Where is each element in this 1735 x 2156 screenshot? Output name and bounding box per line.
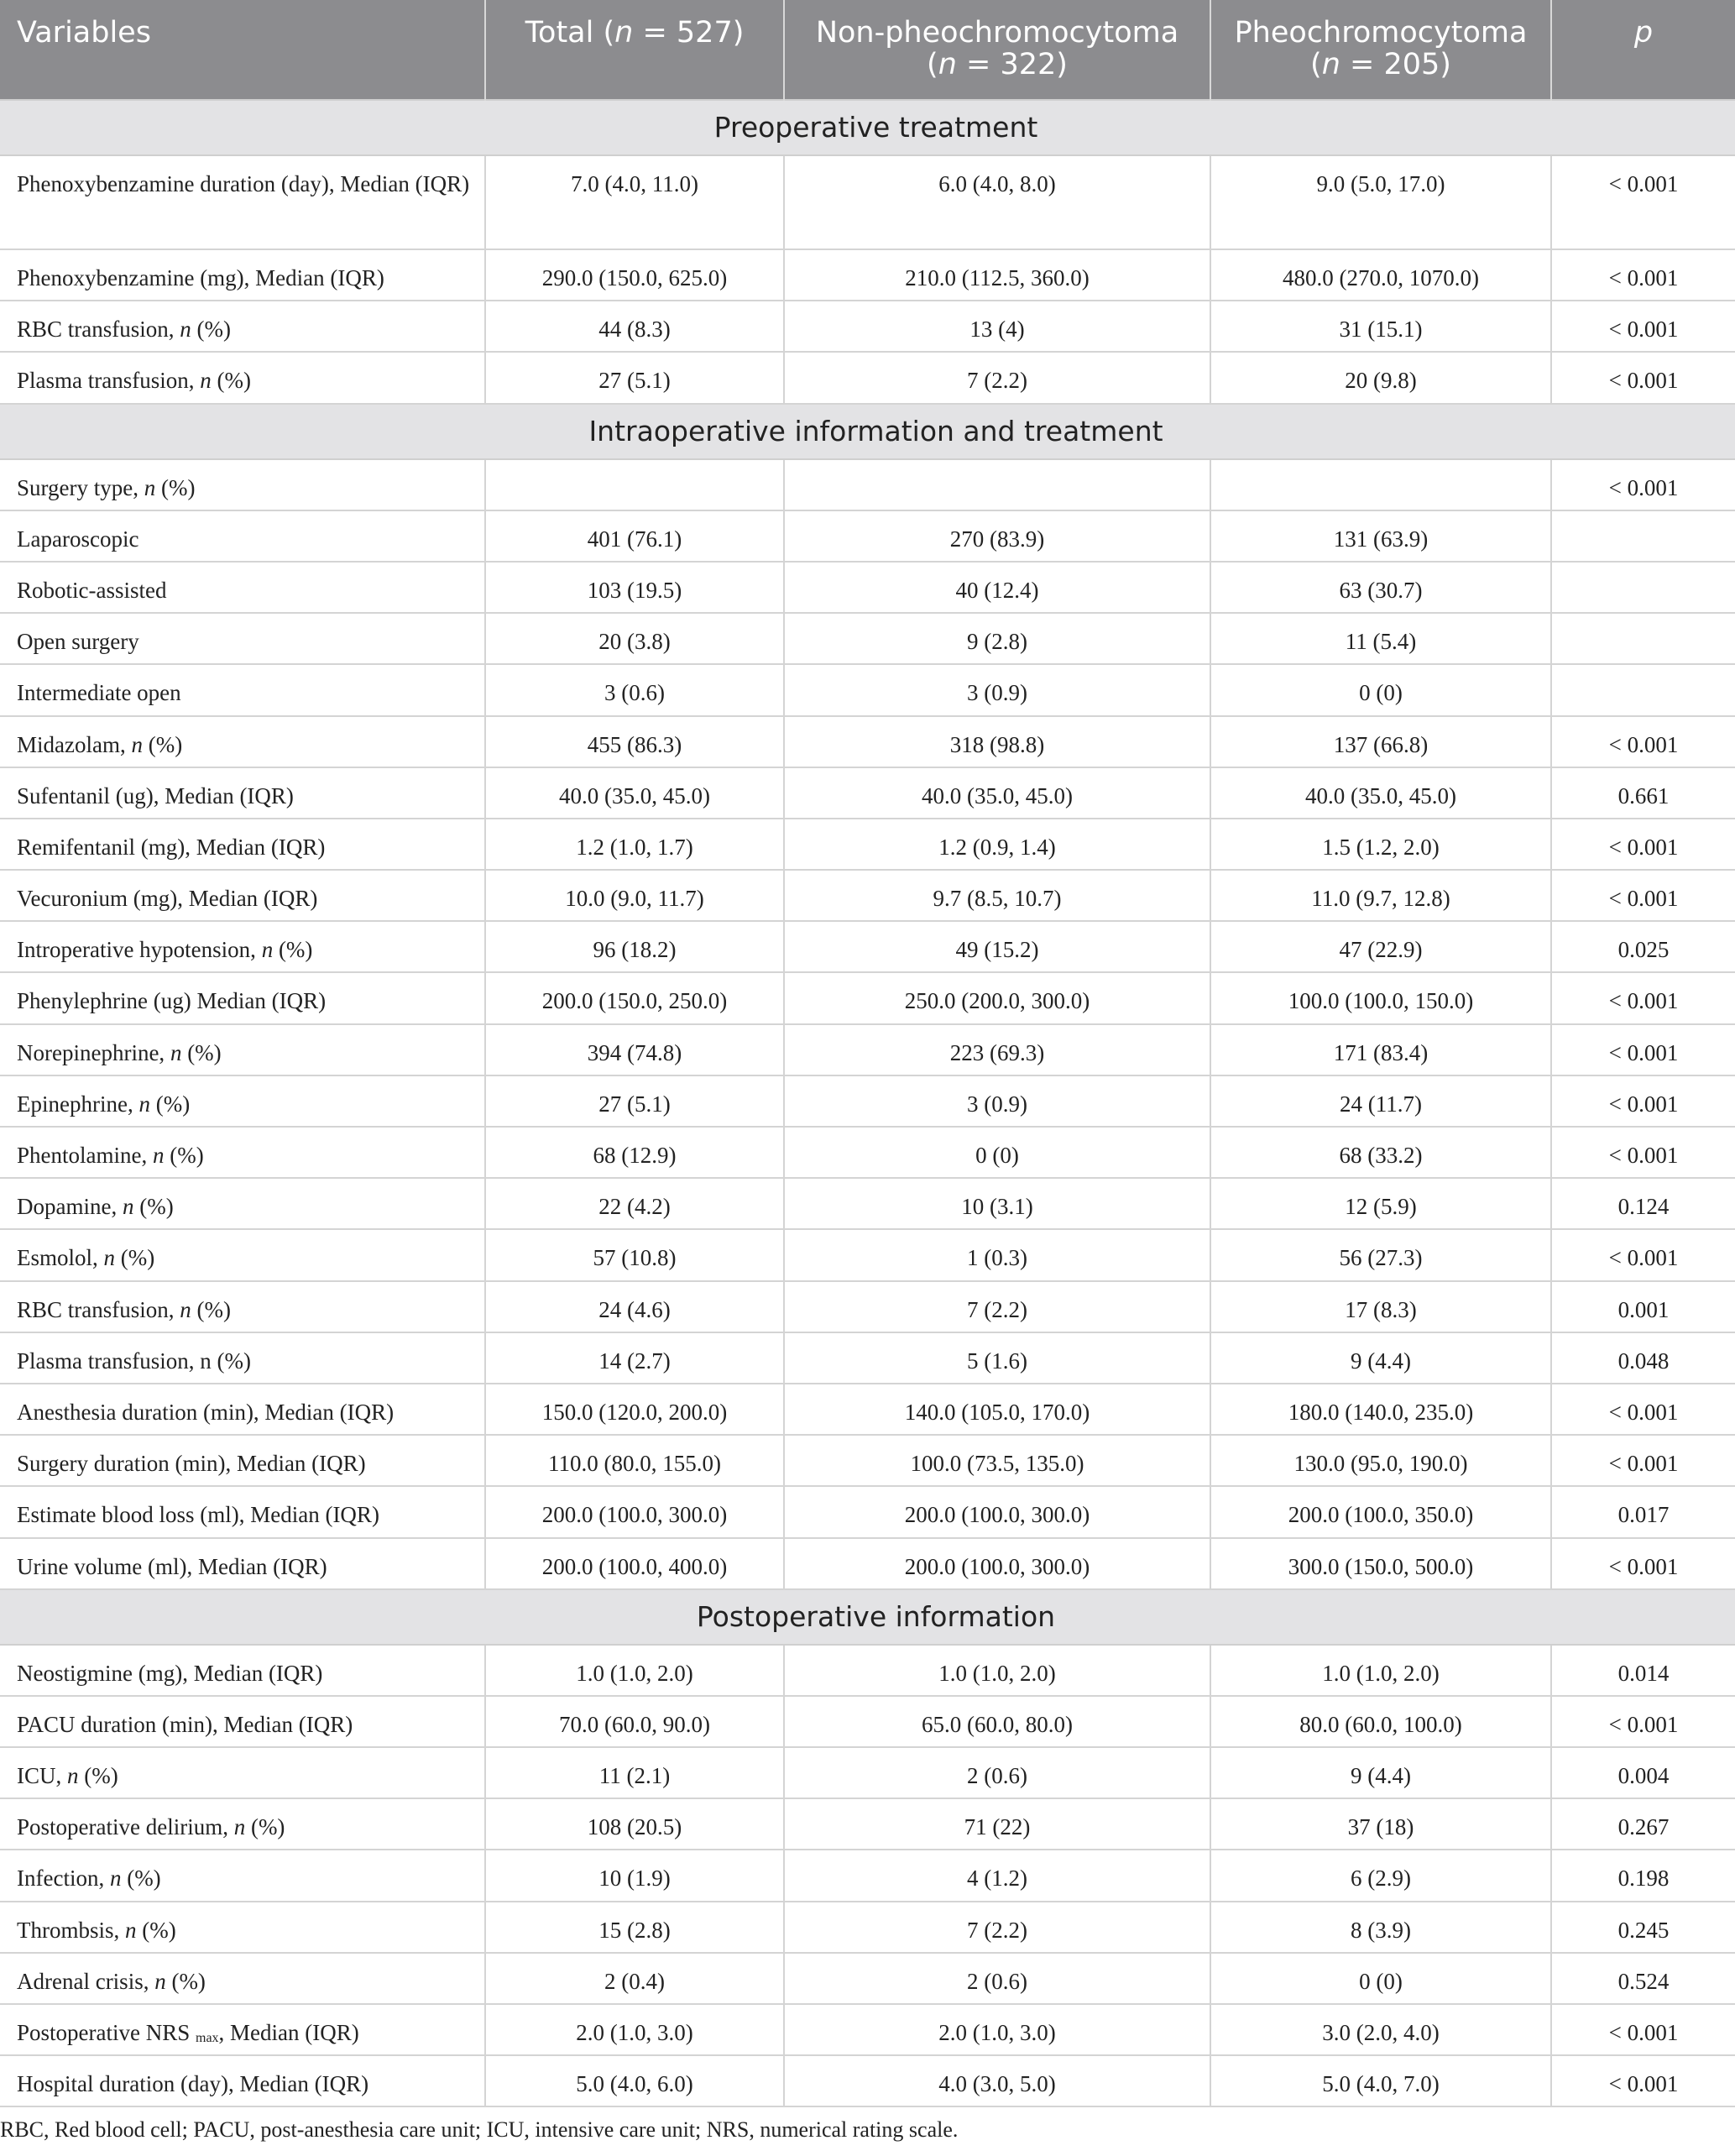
cell-pheochromocytoma: 40.0 (35.0, 45.0) bbox=[1210, 767, 1551, 819]
cell-total: 14 (2.7) bbox=[485, 1332, 784, 1384]
section-title: Intraoperative information and treatment bbox=[0, 404, 1735, 459]
table-row bbox=[0, 1953, 1735, 2004]
row-label-italic: n bbox=[261, 937, 274, 963]
row-label-text: Surgery type, bbox=[17, 474, 144, 500]
row-label: Open surgery bbox=[0, 613, 485, 664]
cell-total: 394 (74.8) bbox=[485, 1024, 784, 1075]
section-title: Postoperative information bbox=[0, 1589, 1735, 1645]
row-label-text: , Median (IQR) bbox=[218, 2020, 359, 2045]
row-label-text: (%) bbox=[136, 1917, 176, 1943]
cell-total: 68 (12.9) bbox=[485, 1127, 784, 1178]
row-label: Sufentanil (ug), Median (IQR) bbox=[0, 767, 485, 819]
cell-pheochromocytoma: 5.0 (4.0, 7.0) bbox=[1210, 2055, 1551, 2106]
row-label-italic: n bbox=[152, 1143, 165, 1168]
header-variables: Variables bbox=[0, 0, 485, 100]
row-label bbox=[0, 459, 485, 510]
cell-non-pheochromocytoma: 200.0 (100.0, 300.0) bbox=[784, 1486, 1210, 1537]
table-row bbox=[0, 1435, 1735, 1486]
row-label bbox=[0, 1850, 485, 1901]
row-label: Remifentanil (mg), Median (IQR) bbox=[0, 819, 485, 870]
table-row bbox=[0, 1850, 1735, 1901]
section-header-row bbox=[0, 1589, 1735, 1645]
table-row bbox=[0, 1486, 1735, 1537]
row-label-italic: n bbox=[125, 1917, 137, 1943]
cell-pheochromocytoma: 63 (30.7) bbox=[1210, 562, 1551, 613]
row-label-italic: n bbox=[154, 1968, 166, 1994]
row-label-text: Phentolamine, bbox=[17, 1143, 153, 1168]
row-label-italic: n bbox=[131, 731, 143, 757]
table-row bbox=[0, 664, 1735, 715]
cell-non-pheochromocytoma: 40 (12.4) bbox=[784, 562, 1210, 613]
cell-p-value: < 0.001 bbox=[1551, 1538, 1735, 1589]
cell-pheochromocytoma: 1.5 (1.2, 2.0) bbox=[1210, 819, 1551, 870]
table-row bbox=[0, 921, 1735, 972]
row-label-text: (%) bbox=[133, 1194, 174, 1220]
row-label-text: RBC transfusion, bbox=[17, 1296, 180, 1322]
cell-pheochromocytoma: 180.0 (140.0, 235.0) bbox=[1210, 1384, 1551, 1435]
row-label: Neostigmine (mg), Median (IQR) bbox=[0, 1645, 485, 1696]
row-label bbox=[0, 1178, 485, 1229]
table-row bbox=[0, 1229, 1735, 1280]
row-label-italic: n bbox=[180, 1296, 191, 1322]
row-label: Robotic-assisted bbox=[0, 562, 485, 613]
row-label-text: Postoperative NRS bbox=[17, 2020, 196, 2045]
row-label-italic: n bbox=[233, 1814, 246, 1840]
table-row bbox=[0, 1127, 1735, 1178]
row-label-italic: n bbox=[180, 317, 191, 343]
table-row bbox=[0, 1332, 1735, 1384]
cell-pheochromocytoma: 47 (22.9) bbox=[1210, 921, 1551, 972]
header-total: Total (n = 527) bbox=[485, 0, 784, 100]
row-label: Anesthesia duration (min), Median (IQR) bbox=[0, 1384, 485, 1435]
cell-non-pheochromocytoma: 5 (1.6) bbox=[784, 1332, 1210, 1384]
cell-pheochromocytoma: 56 (27.3) bbox=[1210, 1229, 1551, 1280]
row-label-text: (%) bbox=[165, 1968, 206, 1994]
table-row bbox=[0, 1798, 1735, 1850]
cell-p-value: < 0.001 bbox=[1551, 819, 1735, 870]
cell-non-pheochromocytoma: 200.0 (100.0, 300.0) bbox=[784, 1538, 1210, 1589]
cell-pheochromocytoma: 12 (5.9) bbox=[1210, 1178, 1551, 1229]
cell-non-pheochromocytoma: 2 (0.6) bbox=[784, 1953, 1210, 2004]
row-label: Intermediate open bbox=[0, 664, 485, 715]
header-pheochromocytoma: Pheochromocytoma (n = 205) bbox=[1210, 0, 1551, 100]
table-row bbox=[0, 301, 1735, 352]
row-label bbox=[0, 352, 485, 403]
row-label: Plasma transfusion, n (%) bbox=[0, 1332, 485, 1384]
table-row bbox=[0, 249, 1735, 301]
row-label-text: Midazolam, bbox=[17, 731, 132, 757]
cell-non-pheochromocytoma: 4 (1.2) bbox=[784, 1850, 1210, 1901]
cell-total: 108 (20.5) bbox=[485, 1798, 784, 1850]
row-label-italic: n bbox=[67, 1763, 79, 1789]
table-row bbox=[0, 819, 1735, 870]
cell-pheochromocytoma: 37 (18) bbox=[1210, 1798, 1551, 1850]
row-label: Phenoxybenzamine (mg), Median (IQR) bbox=[0, 249, 485, 301]
cell-pheochromocytoma: 9 (4.4) bbox=[1210, 1747, 1551, 1798]
cell-total: 1.2 (1.0, 1.7) bbox=[485, 819, 784, 870]
cell-non-pheochromocytoma: 1.2 (0.9, 1.4) bbox=[784, 819, 1210, 870]
row-label-italic: n bbox=[122, 1194, 134, 1220]
cell-pheochromocytoma: 0 (0) bbox=[1210, 1953, 1551, 2004]
row-label-text: (%) bbox=[164, 1143, 204, 1168]
table-row bbox=[0, 767, 1735, 819]
row-label: Surgery duration (min), Median (IQR) bbox=[0, 1435, 485, 1486]
cell-pheochromocytoma: 20 (9.8) bbox=[1210, 352, 1551, 403]
cell-non-pheochromocytoma: 2.0 (1.0, 3.0) bbox=[784, 2004, 1210, 2055]
cell-total: 96 (18.2) bbox=[485, 921, 784, 972]
row-label bbox=[0, 1281, 485, 1332]
cell-total: 2.0 (1.0, 3.0) bbox=[485, 2004, 784, 2055]
cell-non-pheochromocytoma: 7 (2.2) bbox=[784, 1281, 1210, 1332]
table-row bbox=[0, 1747, 1735, 1798]
table-row bbox=[0, 1696, 1735, 1747]
cell-non-pheochromocytoma: 0 (0) bbox=[784, 1127, 1210, 1178]
row-label-text: (%) bbox=[142, 731, 183, 757]
cell-non-pheochromocytoma: 1 (0.3) bbox=[784, 1229, 1210, 1280]
cell-non-pheochromocytoma: 1.0 (1.0, 2.0) bbox=[784, 1645, 1210, 1696]
cell-total: 57 (10.8) bbox=[485, 1229, 784, 1280]
cell-pheochromocytoma: 80.0 (60.0, 100.0) bbox=[1210, 1696, 1551, 1747]
row-label bbox=[0, 1798, 485, 1850]
cell-total: 22 (4.2) bbox=[485, 1178, 784, 1229]
cell-p-value bbox=[1551, 562, 1735, 613]
row-label-italic: n bbox=[103, 1245, 116, 1271]
row-label-text: (%) bbox=[245, 1814, 285, 1840]
table-row bbox=[0, 155, 1735, 249]
table-row bbox=[0, 1538, 1735, 1589]
row-label-text: Infection, bbox=[17, 1866, 110, 1892]
cell-p-value bbox=[1551, 613, 1735, 664]
cell-pheochromocytoma: 137 (66.8) bbox=[1210, 716, 1551, 767]
cell-total: 40.0 (35.0, 45.0) bbox=[485, 767, 784, 819]
cell-pheochromocytoma: 31 (15.1) bbox=[1210, 301, 1551, 352]
cell-p-value: < 0.001 bbox=[1551, 352, 1735, 403]
table-row bbox=[0, 716, 1735, 767]
table-header-row bbox=[0, 0, 1735, 100]
row-label-italic: n bbox=[144, 474, 156, 500]
cell-p-value: < 0.001 bbox=[1551, 1435, 1735, 1486]
cell-pheochromocytoma: 68 (33.2) bbox=[1210, 1127, 1551, 1178]
cell-p-value: < 0.001 bbox=[1551, 1384, 1735, 1435]
cell-pheochromocytoma: 300.0 (150.0, 500.0) bbox=[1210, 1538, 1551, 1589]
row-label: Urine volume (ml), Median (IQR) bbox=[0, 1538, 485, 1589]
row-label: Vecuronium (mg), Median (IQR) bbox=[0, 870, 485, 921]
cell-non-pheochromocytoma: 49 (15.2) bbox=[784, 921, 1210, 972]
section-header-row bbox=[0, 100, 1735, 155]
row-label-text: Esmolol, bbox=[17, 1245, 104, 1271]
header-non-pheochromocytoma: Non-pheochromocytoma (n = 322) bbox=[784, 0, 1210, 100]
cell-total: 455 (86.3) bbox=[485, 716, 784, 767]
cell-p-value: 0.267 bbox=[1551, 1798, 1735, 1850]
row-label bbox=[0, 301, 485, 352]
cell-pheochromocytoma: 200.0 (100.0, 350.0) bbox=[1210, 1486, 1551, 1537]
cell-p-value: < 0.001 bbox=[1551, 301, 1735, 352]
cell-total: 20 (3.8) bbox=[485, 613, 784, 664]
row-label bbox=[0, 1953, 485, 2004]
cell-p-value: < 0.001 bbox=[1551, 2055, 1735, 2106]
cell-p-value: < 0.001 bbox=[1551, 716, 1735, 767]
cell-total: 2 (0.4) bbox=[485, 1953, 784, 2004]
cell-p-value: < 0.001 bbox=[1551, 1127, 1735, 1178]
table-footnote: RBC, Red blood cell; PACU, post-anesthesia care unit; ICU, intensive care unit; NRS, numerical rating scale. bbox=[0, 2117, 959, 2142]
cell-p-value: 0.001 bbox=[1551, 1281, 1735, 1332]
cell-p-value bbox=[1551, 510, 1735, 562]
row-label-text: (%) bbox=[78, 1763, 118, 1789]
cell-p-value: 0.524 bbox=[1551, 1953, 1735, 2004]
cell-non-pheochromocytoma: 223 (69.3) bbox=[784, 1024, 1210, 1075]
row-label bbox=[0, 2004, 485, 2055]
row-label-subscript: max bbox=[196, 2031, 219, 2045]
row-label-text: (%) bbox=[121, 1866, 161, 1892]
cell-pheochromocytoma: 480.0 (270.0, 1070.0) bbox=[1210, 249, 1551, 301]
cell-p-value: < 0.001 bbox=[1551, 1024, 1735, 1075]
cell-p-value: 0.124 bbox=[1551, 1178, 1735, 1229]
row-label: Estimate blood loss (ml), Median (IQR) bbox=[0, 1486, 485, 1537]
cell-pheochromocytoma: 17 (8.3) bbox=[1210, 1281, 1551, 1332]
row-label-text: (%) bbox=[211, 368, 251, 394]
cell-total: 200.0 (100.0, 400.0) bbox=[485, 1538, 784, 1589]
header-p-value: p bbox=[1633, 16, 1654, 50]
row-label-text: (%) bbox=[191, 317, 231, 343]
cell-non-pheochromocytoma: 140.0 (105.0, 170.0) bbox=[784, 1384, 1210, 1435]
cell-p-value: 0.198 bbox=[1551, 1850, 1735, 1901]
table-row bbox=[0, 2055, 1735, 2106]
row-label-text: (%) bbox=[181, 1039, 222, 1065]
cell-p-value: < 0.001 bbox=[1551, 155, 1735, 249]
cell-total: 401 (76.1) bbox=[485, 510, 784, 562]
cell-total: 200.0 (150.0, 250.0) bbox=[485, 972, 784, 1023]
cell-total: 27 (5.1) bbox=[485, 352, 784, 403]
row-label-text: Postoperative delirium, bbox=[17, 1814, 234, 1840]
cell-total: 1.0 (1.0, 2.0) bbox=[485, 1645, 784, 1696]
table-body bbox=[0, 100, 1735, 2106]
row-label-text: (%) bbox=[115, 1245, 155, 1271]
cell-p-value: < 0.001 bbox=[1551, 972, 1735, 1023]
cell-pheochromocytoma: 0 (0) bbox=[1210, 664, 1551, 715]
table-row bbox=[0, 352, 1735, 403]
cell-total: 10 (1.9) bbox=[485, 1850, 784, 1901]
cell-total: 290.0 (150.0, 625.0) bbox=[485, 249, 784, 301]
cell-non-pheochromocytoma: 210.0 (112.5, 360.0) bbox=[784, 249, 1210, 301]
cell-total: 11 (2.1) bbox=[485, 1747, 784, 1798]
row-label-text: Introperative hypotension, bbox=[17, 937, 262, 963]
cell-pheochromocytoma: 130.0 (95.0, 190.0) bbox=[1210, 1435, 1551, 1486]
row-label-text: Dopamine, bbox=[17, 1194, 123, 1220]
cell-non-pheochromocytoma: 10 (3.1) bbox=[784, 1178, 1210, 1229]
cell-non-pheochromocytoma: 9 (2.8) bbox=[784, 613, 1210, 664]
row-label bbox=[0, 1747, 485, 1798]
cell-pheochromocytoma: 11 (5.4) bbox=[1210, 613, 1551, 664]
table-row bbox=[0, 613, 1735, 664]
table-row bbox=[0, 2004, 1735, 2055]
row-label-italic: n bbox=[138, 1091, 150, 1117]
section-header-row bbox=[0, 404, 1735, 459]
cell-p-value: 0.245 bbox=[1551, 1902, 1735, 1953]
cell-non-pheochromocytoma: 65.0 (60.0, 80.0) bbox=[784, 1696, 1210, 1747]
cell-pheochromocytoma: 8 (3.9) bbox=[1210, 1902, 1551, 1953]
cell-non-pheochromocytoma: 9.7 (8.5, 10.7) bbox=[784, 870, 1210, 921]
cell-non-pheochromocytoma: 2 (0.6) bbox=[784, 1747, 1210, 1798]
row-label: Hospital duration (day), Median (IQR) bbox=[0, 2055, 485, 2106]
table-row bbox=[0, 1645, 1735, 1696]
cell-non-pheochromocytoma: 4.0 (3.0, 5.0) bbox=[784, 2055, 1210, 2106]
table-row bbox=[0, 1178, 1735, 1229]
row-label-text: RBC transfusion, bbox=[17, 317, 180, 343]
row-label-text: (%) bbox=[191, 1296, 231, 1322]
row-label bbox=[0, 921, 485, 972]
cell-non-pheochromocytoma: 7 (2.2) bbox=[784, 352, 1210, 403]
row-label-italic: n bbox=[109, 1866, 122, 1892]
cell-total: 27 (5.1) bbox=[485, 1075, 784, 1127]
cell-pheochromocytoma: 131 (63.9) bbox=[1210, 510, 1551, 562]
cell-total: 200.0 (100.0, 300.0) bbox=[485, 1486, 784, 1537]
cell-pheochromocytoma: 100.0 (100.0, 150.0) bbox=[1210, 972, 1551, 1023]
row-label-text: Norepinephrine, bbox=[17, 1039, 170, 1065]
cell-total: 24 (4.6) bbox=[485, 1281, 784, 1332]
cell-total bbox=[485, 459, 784, 510]
cell-total: 44 (8.3) bbox=[485, 301, 784, 352]
cell-non-pheochromocytoma: 6.0 (4.0, 8.0) bbox=[784, 155, 1210, 249]
row-label bbox=[0, 1902, 485, 1953]
row-label: Phenylephrine (ug) Median (IQR) bbox=[0, 972, 485, 1023]
row-label: Laparoscopic bbox=[0, 510, 485, 562]
row-label: PACU duration (min), Median (IQR) bbox=[0, 1696, 485, 1747]
cell-total: 7.0 (4.0, 11.0) bbox=[485, 155, 784, 249]
table-row bbox=[0, 870, 1735, 921]
table-row bbox=[0, 972, 1735, 1023]
cell-pheochromocytoma: 9 (4.4) bbox=[1210, 1332, 1551, 1384]
cell-p-value: < 0.001 bbox=[1551, 1229, 1735, 1280]
cell-pheochromocytoma: 1.0 (1.0, 2.0) bbox=[1210, 1645, 1551, 1696]
cell-non-pheochromocytoma: 3 (0.9) bbox=[784, 1075, 1210, 1127]
cell-total: 10.0 (9.0, 11.7) bbox=[485, 870, 784, 921]
cell-non-pheochromocytoma: 13 (4) bbox=[784, 301, 1210, 352]
row-label: Phenoxybenzamine duration (day), Median (IQR) bbox=[0, 155, 485, 249]
cell-pheochromocytoma: 11.0 (9.7, 12.8) bbox=[1210, 870, 1551, 921]
row-label bbox=[0, 1075, 485, 1127]
cell-p-value: 0.025 bbox=[1551, 921, 1735, 972]
cell-pheochromocytoma: 24 (11.7) bbox=[1210, 1075, 1551, 1127]
cell-pheochromocytoma bbox=[1210, 459, 1551, 510]
cell-total: 103 (19.5) bbox=[485, 562, 784, 613]
cell-total: 15 (2.8) bbox=[485, 1902, 784, 1953]
row-label-text: (%) bbox=[149, 1091, 191, 1117]
row-label-text: (%) bbox=[155, 474, 196, 500]
table-row bbox=[0, 1902, 1735, 1953]
row-label-text: (%) bbox=[273, 937, 313, 963]
cell-total: 70.0 (60.0, 90.0) bbox=[485, 1696, 784, 1747]
cell-total: 3 (0.6) bbox=[485, 664, 784, 715]
row-label bbox=[0, 716, 485, 767]
cell-p-value: < 0.001 bbox=[1551, 459, 1735, 510]
cell-non-pheochromocytoma: 3 (0.9) bbox=[784, 664, 1210, 715]
section-title: Preoperative treatment bbox=[0, 100, 1735, 155]
cell-p-value: 0.661 bbox=[1551, 767, 1735, 819]
cell-pheochromocytoma: 3.0 (2.0, 4.0) bbox=[1210, 2004, 1551, 2055]
cell-p-value bbox=[1551, 664, 1735, 715]
cell-pheochromocytoma: 9.0 (5.0, 17.0) bbox=[1210, 155, 1551, 249]
cell-total: 150.0 (120.0, 200.0) bbox=[485, 1384, 784, 1435]
cell-total: 110.0 (80.0, 155.0) bbox=[485, 1435, 784, 1486]
table-row bbox=[0, 562, 1735, 613]
cell-total: 5.0 (4.0, 6.0) bbox=[485, 2055, 784, 2106]
cell-pheochromocytoma: 171 (83.4) bbox=[1210, 1024, 1551, 1075]
cell-non-pheochromocytoma: 40.0 (35.0, 45.0) bbox=[784, 767, 1210, 819]
cell-non-pheochromocytoma: 7 (2.2) bbox=[784, 1902, 1210, 1953]
cell-p-value: < 0.001 bbox=[1551, 1696, 1735, 1747]
cell-non-pheochromocytoma: 250.0 (200.0, 300.0) bbox=[784, 972, 1210, 1023]
row-label-text: Adrenal crisis, bbox=[17, 1968, 155, 1994]
cell-p-value: 0.017 bbox=[1551, 1486, 1735, 1537]
cell-pheochromocytoma: 6 (2.9) bbox=[1210, 1850, 1551, 1901]
row-label bbox=[0, 1229, 485, 1280]
table-row bbox=[0, 1281, 1735, 1332]
cell-non-pheochromocytoma: 71 (22) bbox=[784, 1798, 1210, 1850]
table-row bbox=[0, 1075, 1735, 1127]
cell-p-value: 0.014 bbox=[1551, 1645, 1735, 1696]
row-label-text: Plasma transfusion, bbox=[17, 368, 201, 394]
cell-non-pheochromocytoma bbox=[784, 459, 1210, 510]
row-label-italic: n bbox=[170, 1039, 182, 1065]
cell-non-pheochromocytoma: 100.0 (73.5, 135.0) bbox=[784, 1435, 1210, 1486]
row-label bbox=[0, 1127, 485, 1178]
row-label-text: Epinephrine, bbox=[17, 1091, 139, 1117]
row-label-text: ICU, bbox=[17, 1763, 67, 1789]
table-row bbox=[0, 1024, 1735, 1075]
cell-non-pheochromocytoma: 270 (83.9) bbox=[784, 510, 1210, 562]
row-label bbox=[0, 1024, 485, 1075]
table-row bbox=[0, 510, 1735, 562]
row-label-italic: n bbox=[200, 368, 212, 394]
cell-p-value: < 0.001 bbox=[1551, 249, 1735, 301]
cell-non-pheochromocytoma: 318 (98.8) bbox=[784, 716, 1210, 767]
cell-p-value: 0.004 bbox=[1551, 1747, 1735, 1798]
cell-p-value: < 0.001 bbox=[1551, 1075, 1735, 1127]
cell-p-value: < 0.001 bbox=[1551, 870, 1735, 921]
row-label-text: Thrombsis, bbox=[17, 1917, 126, 1943]
table-row bbox=[0, 459, 1735, 510]
table-row bbox=[0, 1384, 1735, 1435]
cell-p-value: < 0.001 bbox=[1551, 2004, 1735, 2055]
cell-p-value: 0.048 bbox=[1551, 1332, 1735, 1384]
